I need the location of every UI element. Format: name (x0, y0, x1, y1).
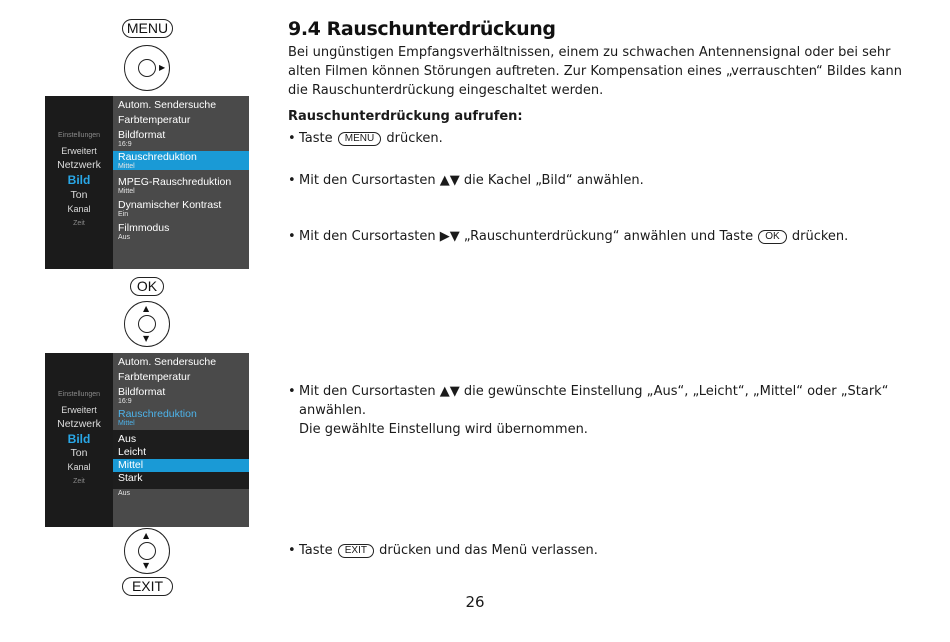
tv-menu-list (113, 96, 249, 269)
sidebar-item-bild: Bild (67, 432, 91, 446)
menu-item: Autom. Sendersuche (118, 99, 217, 111)
dpad-right[interactable] (124, 45, 170, 91)
arrow-down-icon: ▼ (143, 561, 150, 570)
sidebar-item-erweitert: Erweitert (61, 405, 97, 415)
sidebar-item-ton: Ton (70, 189, 88, 201)
menu-item: Filmmodus Aus (118, 222, 170, 241)
section-subheading: Rauschunterdrückung aufrufen: (288, 109, 523, 124)
sidebar-item-bild: Bild (67, 173, 91, 187)
page-number: 26 (465, 593, 485, 611)
bullet: • (288, 229, 296, 244)
dpad-up-down-2[interactable] (124, 528, 170, 574)
dropdown-option: Aus (118, 433, 137, 445)
arrow-right-icon: ▶ (159, 63, 166, 72)
sidebar-item-kanal: Kanal (67, 462, 91, 472)
sidebar-item-kanal: Kanal (67, 204, 91, 214)
sidebar-item-einstellungen: Einstellungen (57, 391, 101, 398)
menu-item: Bildformat 16:9 (118, 129, 166, 148)
exit-key-inline: EXIT (338, 544, 374, 558)
menu-item: Farbtemperatur (118, 371, 191, 383)
step-2: • Mit den Cursortasten ▲▼ die Kachel „Bild“ anwählen. (288, 173, 644, 188)
ok-key[interactable]: OK (130, 277, 164, 296)
menu-item: MPEG-Rauschreduktion Mittel (118, 176, 232, 195)
dpad-center-icon (138, 542, 156, 560)
menu-item: Farbtemperatur (118, 114, 191, 126)
page-title: 9.4 Rauschunterdrückung (288, 18, 556, 40)
tv-sidebar (45, 96, 113, 269)
dpad-center-icon (138, 59, 156, 77)
dropdown-option: Leicht (118, 446, 147, 458)
intro-paragraph: Bei ungünstigen Empfangsverhältnissen, einem zu schwachen Antennensignal oder bei sehr alten Filmen können Störungen auftreten. Zur Kompensation eines „verrauschten“ Bildes kann die Rauschunterdrückung eingeschaltet werden. (288, 45, 902, 98)
sidebar-item-netzwerk: Netzwerk (57, 159, 101, 171)
step-3: • Mit den Cursortasten ▶▼ „Rauschunterdrückung“ anwählen und Taste OK drücken. (288, 229, 849, 244)
dropdown-option-selected: Mittel (113, 459, 249, 472)
arrow-up-icon: ▲ (143, 531, 150, 540)
dropdown-option: Stark (118, 472, 143, 484)
ok-key-inline: OK (758, 230, 786, 244)
menu-item-selected: Rauschreduktion Mittel (113, 151, 249, 170)
sidebar-item-zeit: Zeit (73, 478, 85, 485)
sidebar-item-zeit: Zeit (73, 220, 85, 227)
bullet: • (288, 543, 296, 558)
tv-sidebar (45, 353, 113, 527)
step-4: • Mit den Cursortasten ▲▼ die gewünschte Einstellung „Aus“, „Leicht“, „Mittel“ oder „Stark“ anwählen. Die gewählte Einstellung wird übernommen. (288, 384, 889, 437)
sidebar-item-erweitert: Erweitert (61, 146, 97, 156)
menu-item: Bildformat 16:9 (118, 386, 166, 405)
dpad-center-icon (138, 315, 156, 333)
menu-item-active: Rauschreduktion Mittel (118, 408, 197, 427)
arrow-down-icon: ▼ (143, 334, 150, 343)
tv-menu-screen-1 (45, 96, 249, 269)
tv-menu-screen-2 (45, 353, 249, 527)
menu-key[interactable]: MENU (122, 19, 173, 38)
sidebar-item-einstellungen: Einstellungen (57, 132, 101, 139)
menu-item: Autom. Sendersuche (118, 356, 217, 368)
sidebar-item-ton: Ton (70, 447, 88, 459)
step-1: • Taste MENU drücken. (288, 131, 443, 146)
sidebar-item-netzwerk: Netzwerk (57, 418, 101, 430)
step-5: • Taste EXIT drücken und das Menü verlassen. (288, 543, 598, 558)
settings-dropdown (113, 430, 249, 489)
menu-item: Dynamischer Kontrast Ein (118, 199, 222, 218)
arrow-up-icon: ▲ (143, 304, 150, 313)
bullet: • (288, 173, 296, 188)
menu-item-value: Aus (118, 490, 131, 497)
bullet: • (288, 384, 296, 399)
tv-menu-list (113, 353, 249, 527)
menu-key-inline: MENU (338, 132, 381, 146)
bullet: • (288, 131, 296, 146)
exit-key[interactable]: EXIT (122, 577, 173, 596)
dpad-up-down[interactable] (124, 301, 170, 347)
